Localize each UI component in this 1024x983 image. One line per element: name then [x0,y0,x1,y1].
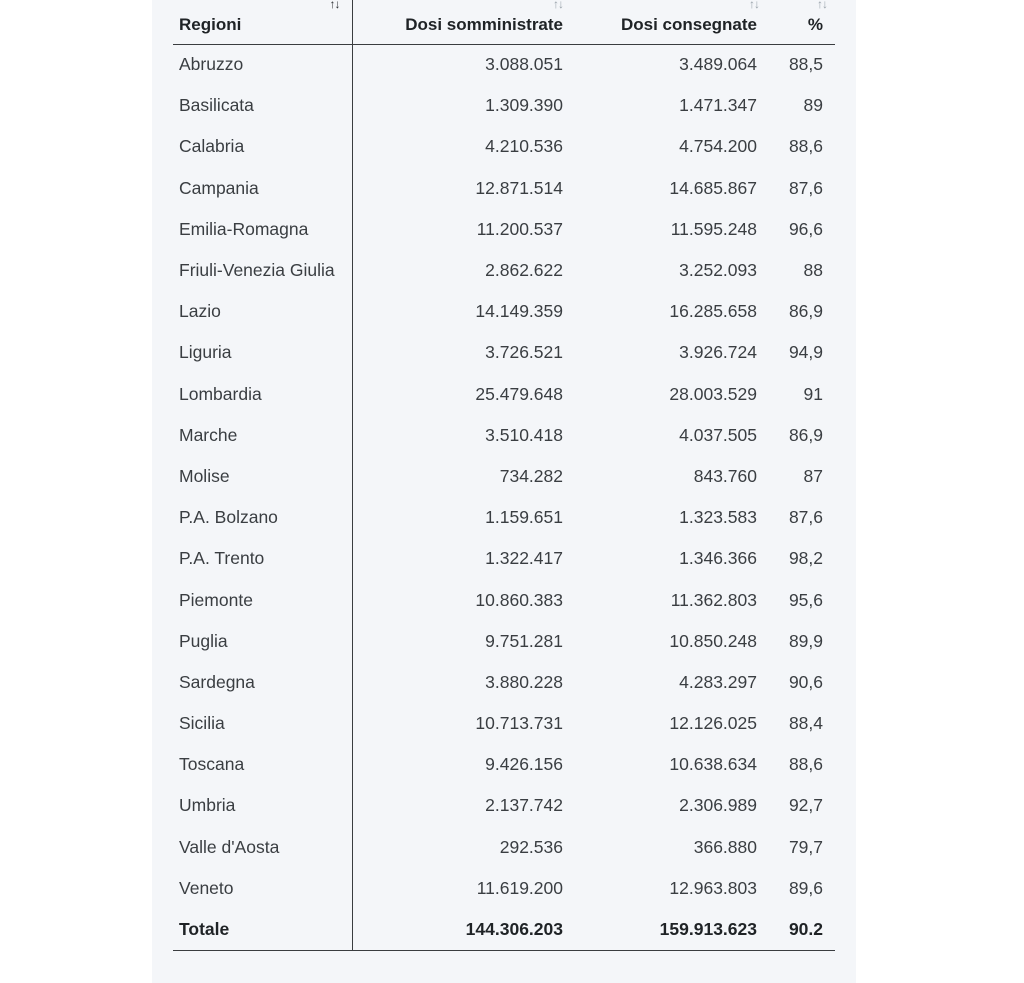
cell-dosi-somministrate: 9.751.281 [485,630,563,651]
cell-percent: 91 [803,383,823,404]
table-row [173,126,835,167]
table-row [173,44,835,85]
table-row [173,703,835,744]
cell-dosi-consegnate: 2.306.989 [679,795,757,816]
cell-regione: Sicilia [173,703,352,744]
cell-dosi-consegnate: 3.489.064 [679,54,757,75]
cell-regione: Abruzzo [173,44,352,85]
cell-dosi-somministrate: 2.137.742 [485,795,563,816]
cell-dosi-consegnate: 1.471.347 [679,95,757,116]
cell-dosi-somministrate: 2.862.622 [485,260,563,281]
sort-arrows-icon[interactable]: ↑↓ [749,0,759,11]
table-row [173,415,835,456]
cell-dosi-somministrate: 4.210.536 [485,136,563,157]
column-header-label: % [807,14,823,34]
column-header-dosi-somministrate[interactable] [352,0,571,44]
cell-dosi-somministrate: 25.479.648 [475,383,563,404]
column-header-dosi-consegnate[interactable] [571,0,765,44]
cell-dosi-consegnate: 366.880 [693,836,757,857]
cell-dosi-consegnate: 3.926.724 [679,342,757,363]
cell-dosi-somministrate: 292.536 [499,836,563,857]
table-row [173,497,835,538]
cell-regione: Calabria [173,126,352,167]
cell-percent: 87 [803,465,823,486]
cell-dosi-consegnate: 16.285.658 [669,301,757,322]
cell-percent: 88,5 [788,54,823,75]
cell-dosi-somministrate: 3.510.418 [485,424,563,445]
cell-regione: Umbria [173,785,352,826]
table-row [173,168,835,209]
cell-dosi-consegnate: 11.595.248 [670,218,757,239]
cell-regione: Sardegna [173,662,352,703]
cell-dosi-consegnate: 1.346.366 [679,548,757,569]
column-header-label: Dosi consegnate [620,14,757,34]
cell-dosi-somministrate: 14.149.359 [475,301,563,322]
cell-percent: 96,6 [788,218,823,239]
cell-regione: Emilia-Romagna [173,209,352,250]
table-row [173,662,835,703]
table-row [173,332,835,373]
cell-dosi-somministrate: 1.159.651 [485,507,563,528]
cell-percent: 95,6 [788,589,823,610]
cell-percent: 88,4 [788,713,823,734]
cell-percent: 92,7 [788,795,823,816]
table-header-row [173,0,835,44]
cell-regione: Valle d'Aosta [173,827,352,868]
cell-percent: 87,6 [788,177,823,198]
cell-percent: 98,2 [788,548,823,569]
column-header-label: Dosi somministrate [405,14,563,34]
sort-arrows-icon[interactable]: ↑↓ [553,0,563,11]
cell-percent: 90.2 [765,909,835,950]
cell-dosi-consegnate: 1.323.583 [679,507,757,528]
vaccine-doses-table [173,0,835,951]
cell-regione: Lazio [173,291,352,332]
cell-dosi-somministrate: 11.200.537 [476,218,563,239]
cell-regione: Basilicata [173,85,352,126]
cell-dosi-consegnate: 159.913.623 [571,909,765,950]
sort-arrows-icon[interactable]: ↑↓ [329,0,340,11]
cell-dosi-somministrate: 3.880.228 [485,671,563,692]
cell-regione: Friuli-Venezia Giulia [173,250,352,291]
cell-regione: P.A. Trento [173,538,352,579]
cell-regione: Puglia [173,621,352,662]
table-row [173,374,835,415]
sort-arrows-icon[interactable]: ↑↓ [817,0,827,11]
cell-regione: Toscana [173,744,352,785]
cell-regione: P.A. Bolzano [173,497,352,538]
table-row [173,621,835,662]
cell-dosi-somministrate: 3.726.521 [485,342,563,363]
cell-dosi-consegnate: 12.963.803 [669,877,757,898]
cell-dosi-somministrate: 9.426.156 [485,754,563,775]
cell-regione: Lombardia [173,374,352,415]
cell-regione: Totale [173,909,352,950]
cell-percent: 89,9 [788,630,823,651]
cell-dosi-consegnate: 10.850.248 [669,630,757,651]
table-row [173,744,835,785]
cell-percent: 86,9 [788,301,823,322]
cell-percent: 94,9 [788,342,823,363]
cell-dosi-somministrate: 12.871.514 [475,177,563,198]
cell-dosi-consegnate: 14.685.867 [669,177,757,198]
column-header-label: Regioni [179,14,242,34]
table-row [173,291,835,332]
cell-dosi-somministrate: 144.306.203 [352,909,571,950]
cell-percent: 86,9 [788,424,823,445]
table-row [173,827,835,868]
cell-percent: 90,6 [788,671,823,692]
cell-percent: 88,6 [788,754,823,775]
table-row [173,85,835,126]
table-row [173,456,835,497]
cell-dosi-somministrate: 3.088.051 [485,54,563,75]
table-row [173,579,835,620]
cell-dosi-somministrate: 1.322.417 [485,548,563,569]
cell-dosi-consegnate: 12.126.025 [669,713,757,734]
cell-regione: Piemonte [173,579,352,620]
cell-dosi-somministrate: 10.860.383 [475,589,563,610]
cell-regione: Liguria [173,332,352,373]
cell-percent: 89,6 [788,877,823,898]
cell-percent: 89 [803,95,823,116]
cell-dosi-consegnate: 4.754.200 [679,136,757,157]
cell-dosi-somministrate: 1.309.390 [485,95,563,116]
cell-regione: Campania [173,168,352,209]
cell-dosi-consegnate: 843.760 [693,465,757,486]
column-header-regioni[interactable] [173,0,352,44]
cell-regione: Veneto [173,868,352,909]
cell-percent: 79,7 [788,836,823,857]
cell-percent: 87,6 [788,507,823,528]
table-row [173,868,835,909]
table-body [173,44,835,950]
cell-percent: 88 [803,260,823,281]
table-total-row [173,909,835,950]
table-row [173,785,835,826]
cell-regione: Marche [173,415,352,456]
column-header-percent[interactable] [765,0,835,44]
cell-dosi-consegnate: 4.037.505 [679,424,757,445]
table-row [173,250,835,291]
cell-dosi-consegnate: 3.252.093 [679,260,757,281]
cell-dosi-consegnate: 10.638.634 [669,754,757,775]
cell-dosi-consegnate: 11.362.803 [670,589,757,610]
cell-dosi-somministrate: 10.713.731 [475,713,563,734]
cell-regione: Molise [173,456,352,497]
cell-dosi-consegnate: 28.003.529 [669,383,757,404]
cell-dosi-consegnate: 4.283.297 [679,671,757,692]
cell-dosi-somministrate: 734.282 [499,465,563,486]
table-row [173,538,835,579]
cell-percent: 88,6 [788,136,823,157]
cell-dosi-somministrate: 11.619.200 [476,877,563,898]
table-row [173,209,835,250]
